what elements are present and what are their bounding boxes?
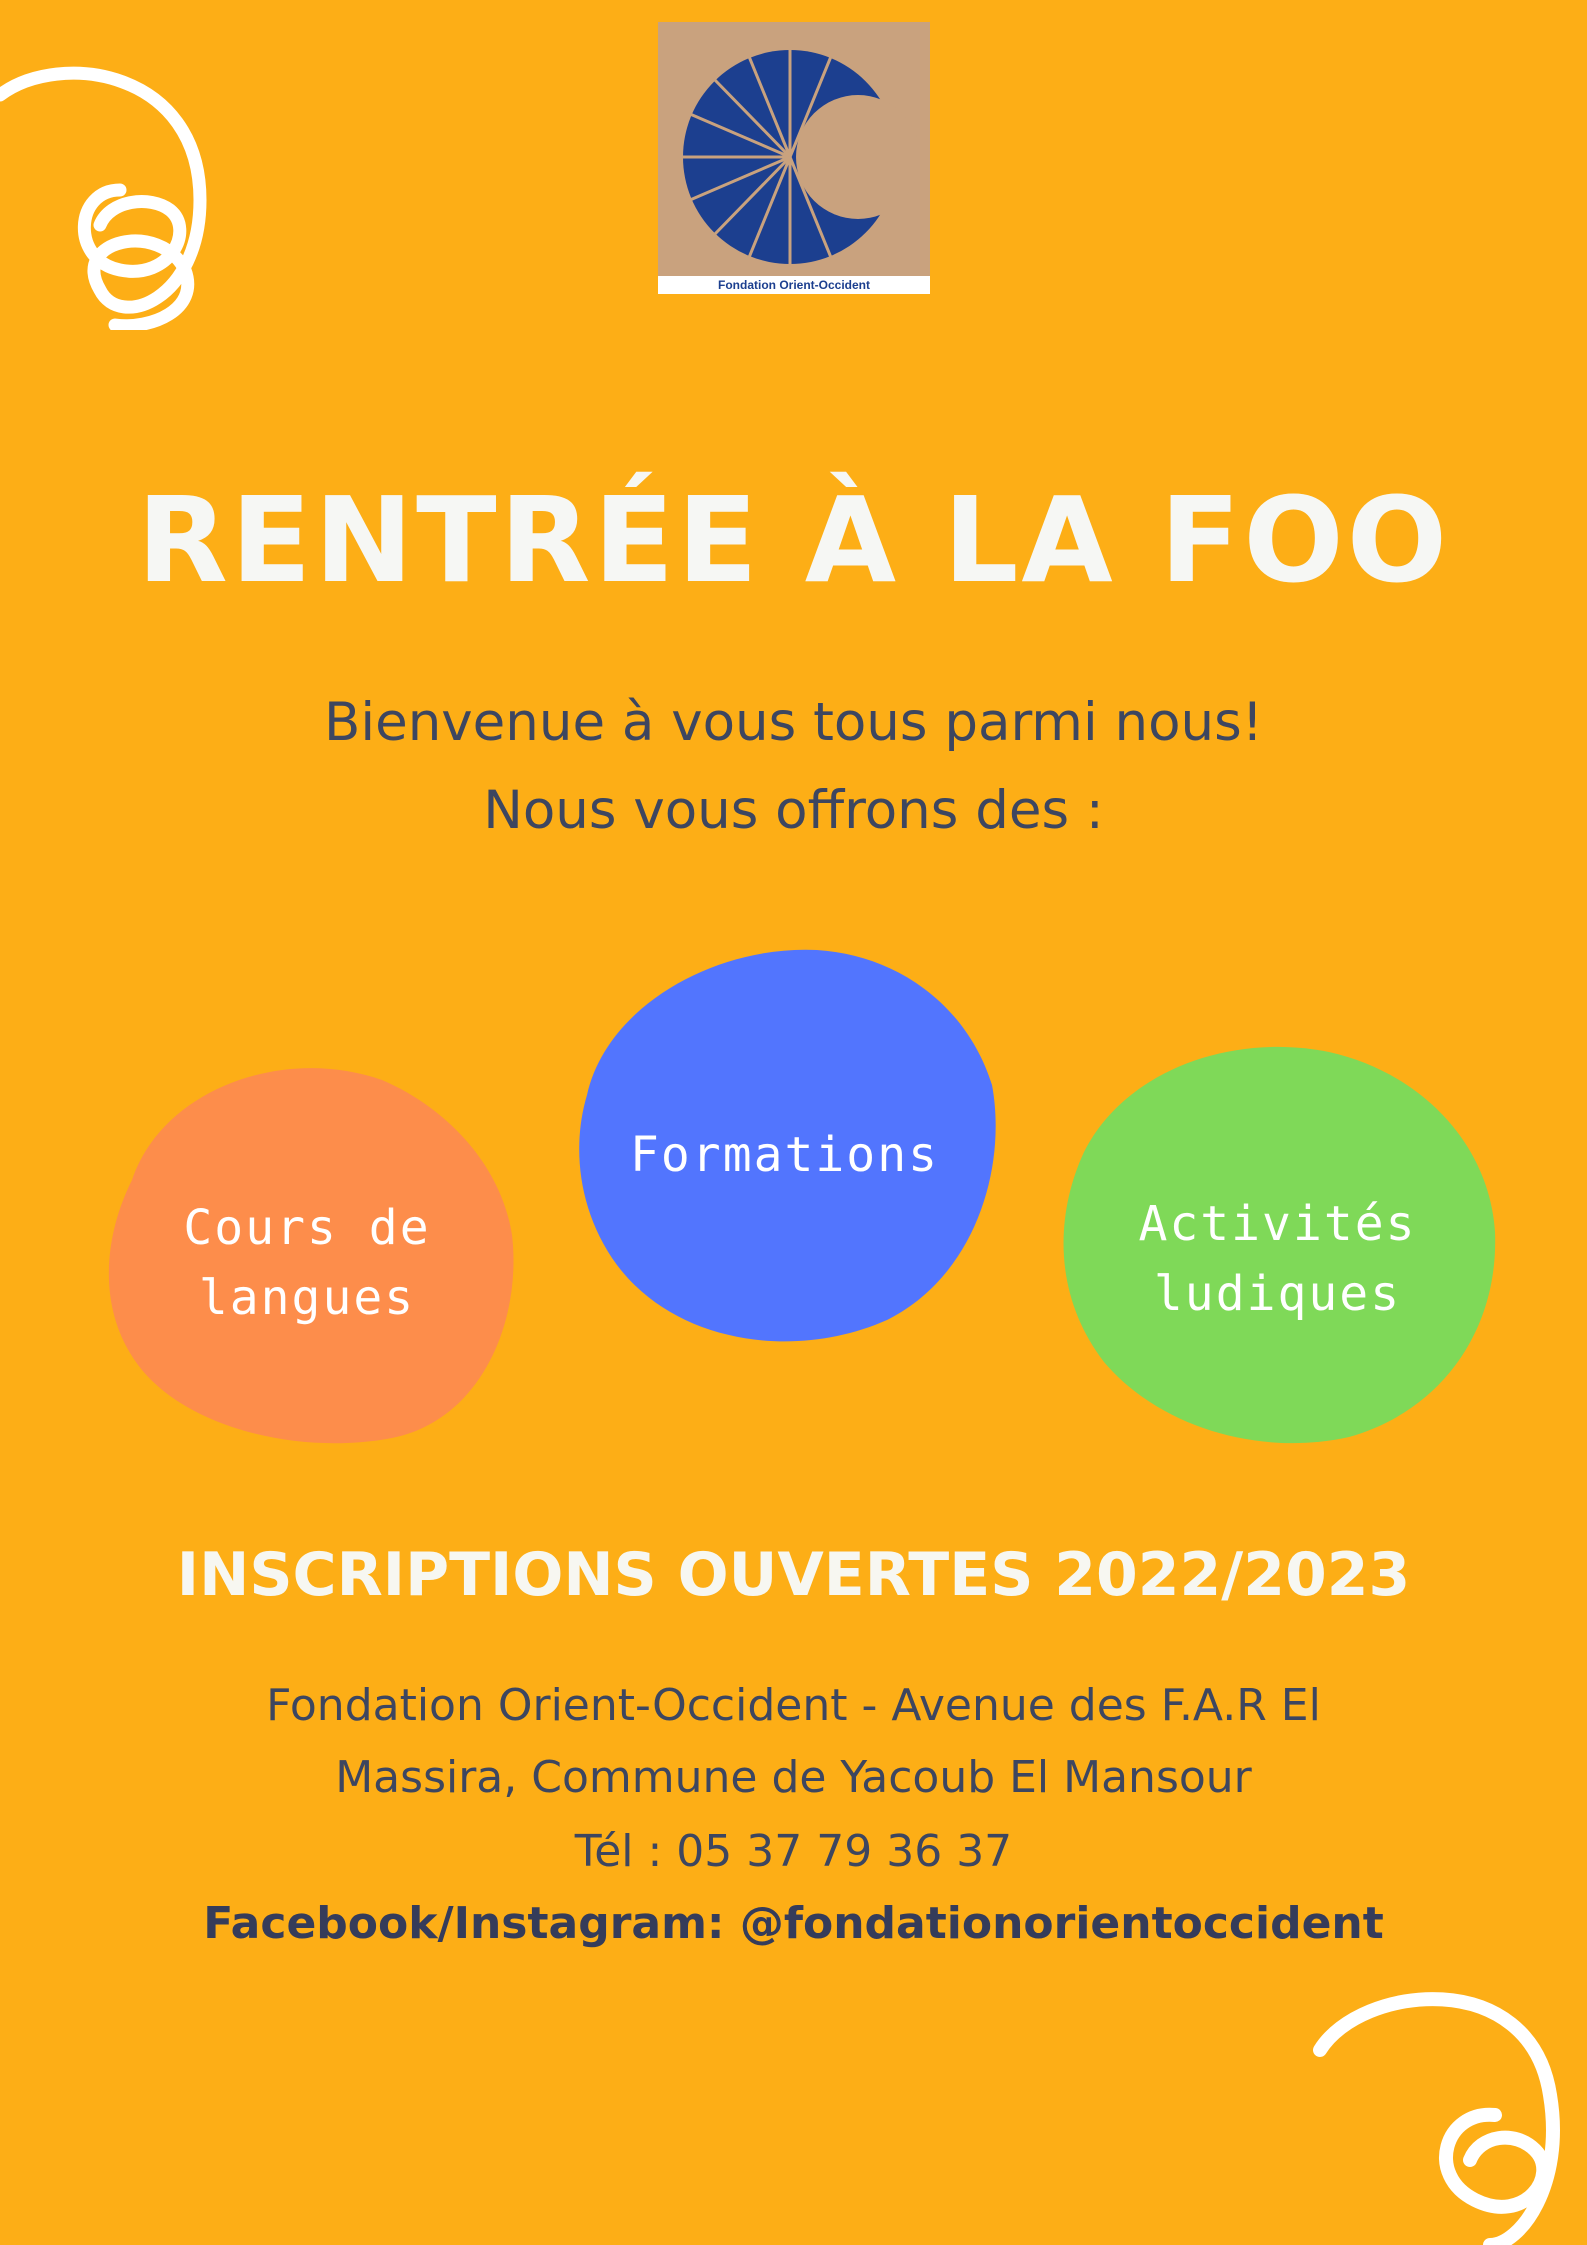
- offer-label-languages: [92, 1193, 522, 1333]
- offer-label-activities: [1059, 1189, 1496, 1329]
- address-line: Fondation Orient-Occident - Avenue des F.A.R El: [266, 1680, 1321, 1731]
- offer-line: ludiques: [1153, 1266, 1402, 1322]
- offer-line: Cours de: [183, 1200, 431, 1256]
- offer-line: Activités: [1138, 1196, 1417, 1252]
- social-media-handle: Facebook/Instagram: @fondationorientoccident: [203, 1898, 1384, 1949]
- address-line: Massira, Commune de Yacoub El Mansour: [335, 1752, 1252, 1803]
- page-title: RENTRÉE À LA FOO: [136, 471, 1451, 609]
- offer-intro-text: Nous vous offrons des :: [483, 780, 1104, 841]
- welcome-text: Bienvenue à vous tous parmi nous!: [324, 692, 1263, 753]
- offer-line: langues: [198, 1270, 416, 1326]
- phone-number: Tél : 05 37 79 36 37: [574, 1826, 1013, 1877]
- swirl-decoration-top-left: [0, 50, 230, 330]
- sunburst-emblem-icon: [658, 22, 930, 276]
- offer-line: Formations: [630, 1127, 939, 1183]
- logo-caption: Fondation Orient-Occident: [658, 276, 930, 294]
- swirl-decoration-bottom-right: [1300, 1975, 1587, 2245]
- registration-heading: INSCRIPTIONS OUVERTES 2022/2023: [176, 1540, 1411, 1610]
- foundation-logo: [658, 22, 930, 294]
- offer-label-formations: [567, 1120, 1002, 1190]
